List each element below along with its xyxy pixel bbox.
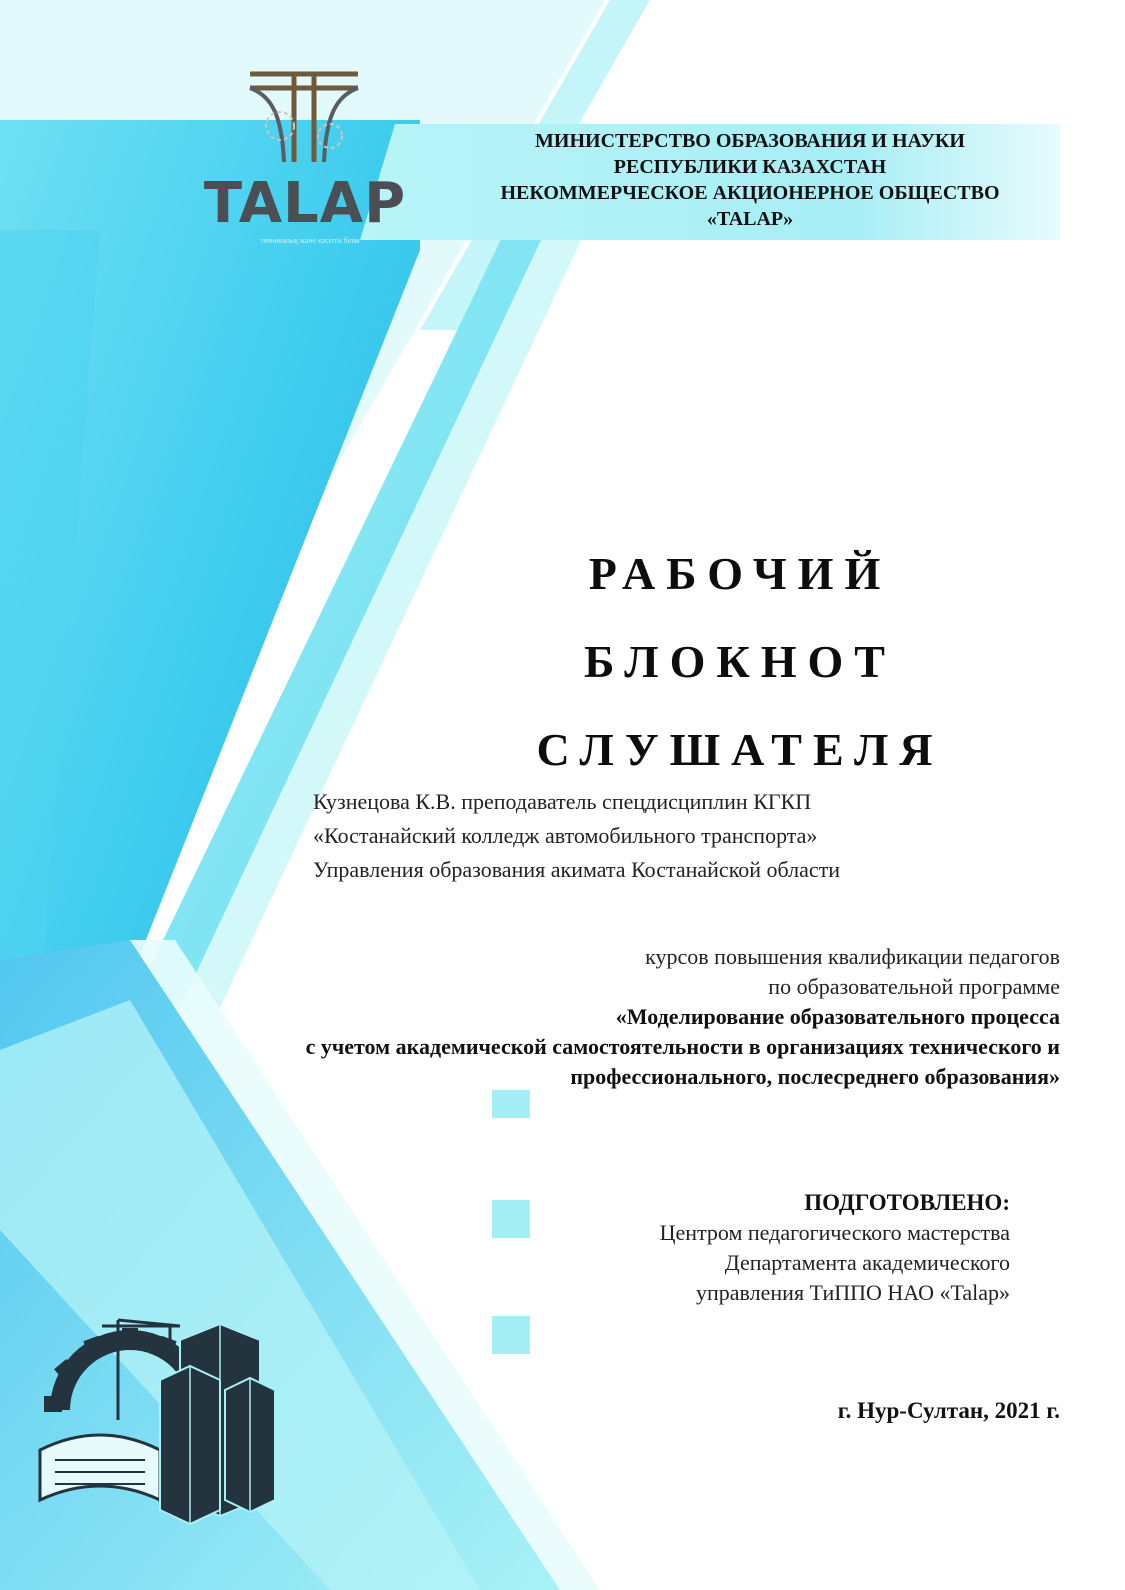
program-title-line: профессионального, послесреднего образования»	[570, 1064, 1060, 1089]
document-title	[420, 530, 1060, 794]
header-line: МИНИСТЕРСТВО ОБРАЗОВАНИЯ И НАУКИ	[535, 130, 965, 152]
prepared-line: Департамента академического	[724, 1250, 1010, 1275]
city-year: г. Нур-Султан, 2021 г.	[837, 1398, 1060, 1423]
author-block	[313, 785, 1073, 887]
author-line: «Костанайский колледж автомобильного транспорта»	[313, 823, 818, 848]
header-line: НЕКОММЕРЧЕСКОЕ АКЦИОНЕРНОЕ ОБЩЕСТВО	[500, 182, 1000, 204]
title-line: БЛОКНОТ	[584, 636, 896, 687]
talap-logo-icon	[190, 66, 420, 176]
logo-tagline: техникалық және кәсіптік білім	[260, 238, 360, 245]
gear-crane-book-buildings-illustration-icon	[30, 1300, 290, 1530]
header-organization	[450, 128, 1050, 232]
prepared-heading: ПОДГОТОВЛЕНО:	[804, 1190, 1010, 1215]
talap-logo	[190, 66, 420, 252]
course-intro-line: курсов повышения квалификации педагогов	[645, 944, 1060, 969]
author-line: Кузнецова К.В. преподаватель спецдисциплин КГКП	[313, 789, 812, 814]
header-line: РЕСПУБЛИКИ КАЗАХСТАН	[613, 156, 887, 178]
logo-wordmark: TALAP	[203, 171, 407, 236]
program-title-line: «Моделирование образовательного процесса	[615, 1004, 1060, 1029]
course-block	[120, 942, 1060, 1092]
prepared-by-block	[480, 1188, 1010, 1308]
prepared-line: управления ТиППО НАО «Talap»	[696, 1280, 1010, 1305]
title-line: СЛУШАТЕЛЯ	[536, 724, 944, 775]
program-title-line: с учетом академической самостоятельности в организациях технического и	[305, 1034, 1060, 1059]
prepared-line: Центром педагогического мастерства	[659, 1220, 1010, 1245]
author-line: Управления образования акимата Костанайской области	[313, 857, 841, 882]
header-line: «TALAP»	[706, 208, 794, 230]
title-line: РАБОЧИЙ	[588, 548, 892, 599]
course-intro-line: по образовательной программе	[768, 974, 1060, 999]
